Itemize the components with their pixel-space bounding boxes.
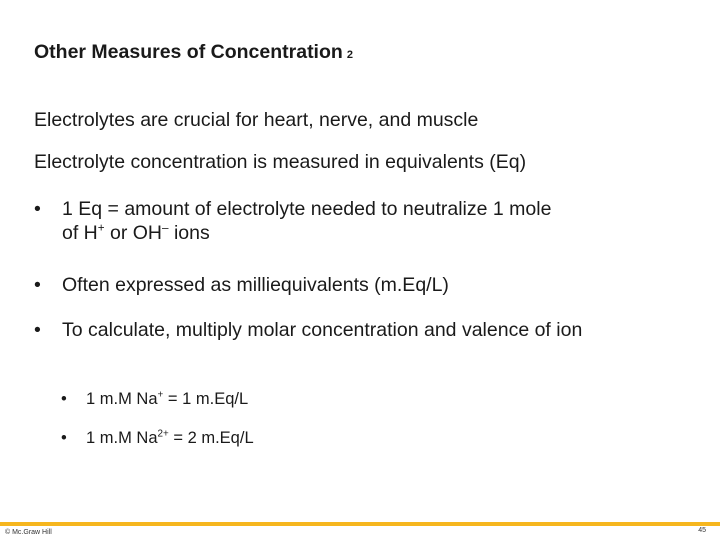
sub-bullet-text: 1 m.M Na	[86, 390, 158, 408]
superscript: 2+	[157, 428, 169, 440]
paragraph-equivalents: Electrolyte concentration is measured in equivalents (Eq)	[34, 151, 527, 173]
sub-bullet-dot: •	[61, 429, 67, 447]
superscript: +	[157, 389, 164, 401]
sub-bullet-text: = 1 m.Eq/L	[163, 390, 249, 408]
slide-title-suffix: 2	[346, 49, 353, 61]
bullet-text	[62, 197, 684, 245]
bullet-text: To calculate, multiply molar concentration and valence of ion	[62, 319, 583, 341]
bullet-milliequivalents	[34, 273, 684, 297]
paragraph-electrolytes: Electrolytes are crucial for heart, nerve, and muscle	[34, 109, 479, 131]
sub-bullet-text: 1 m.M Na	[86, 429, 158, 447]
superscript: –	[162, 221, 169, 235]
sub-bullet-dot: •	[61, 390, 67, 408]
bullet-text-line1: 1 Eq = amount of electrolyte needed to neutralize 1 mole	[62, 198, 552, 220]
superscript: +	[97, 221, 105, 235]
bullet-calculate	[34, 318, 674, 342]
bullet-dot: •	[34, 319, 41, 341]
bullet-text: Often expressed as milliequivalents (m.Eq/L)	[62, 274, 449, 296]
bullet-text-line2-part: ions	[168, 222, 210, 244]
bullet-text-line2-part: or OH	[104, 222, 163, 244]
bullet-eq-definition	[34, 197, 684, 245]
bullet-dot: •	[34, 274, 41, 296]
footer-accent-bar	[0, 522, 720, 526]
bullet-dot: •	[34, 198, 41, 220]
sub-bullet-text: = 2 m.Eq/L	[168, 429, 254, 447]
slide-title-text: Other Measures of Concentration	[34, 41, 343, 63]
sub-bullet-na-2plus	[61, 428, 254, 448]
page-number: 45	[698, 527, 706, 534]
slide-title	[34, 41, 353, 64]
bullet-text-line2-part: of H	[62, 222, 98, 244]
copyright-notice: © Mc.Graw Hill	[5, 529, 52, 536]
sub-bullet-na-plus	[61, 389, 248, 409]
